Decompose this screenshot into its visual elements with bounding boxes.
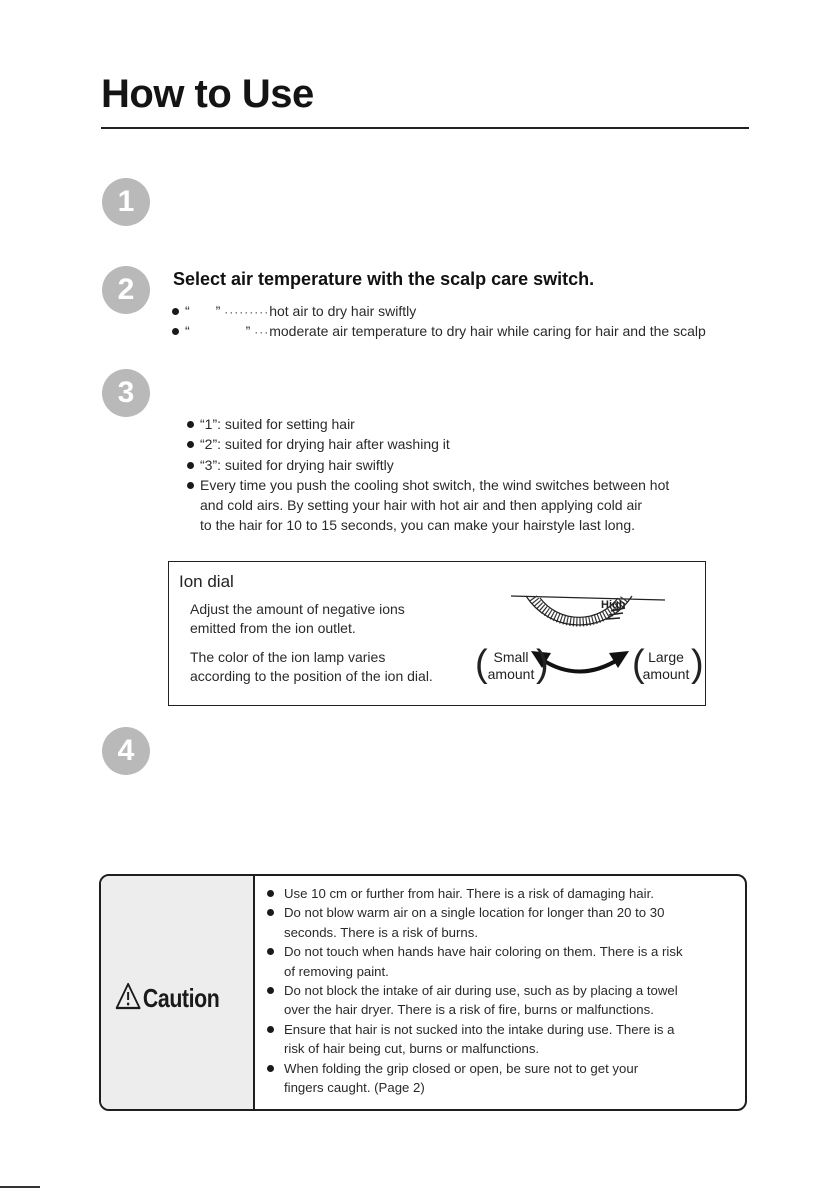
step-3-number: 3: [102, 369, 150, 417]
ion-lamp-description: according to the position of the ion dial.: [190, 668, 433, 684]
caution-item-continuation: fingers caught. (Page 2): [284, 1080, 425, 1096]
step-1-number: 1: [102, 178, 150, 226]
dial-high-label: High: [601, 599, 626, 611]
caution-item: Use 10 cm or further from hair. There is a risk of damaging hair.: [267, 884, 683, 903]
bullet-icon: [267, 890, 274, 897]
caution-item: Do not blow warm air on a single location for longer than 20 to 30: [267, 903, 683, 922]
paren-open: (: [632, 643, 645, 685]
bullet-icon: [267, 948, 274, 955]
step-2-item: “ ” ·········hot air to dry hair swiftly: [172, 301, 416, 322]
bullet-icon: [172, 308, 179, 315]
step-3-continuation: to the hair for 10 to 15 seconds, you can make your hairstyle last long.: [200, 517, 636, 533]
bullet-icon: [187, 421, 194, 428]
caution-label: Caution: [115, 982, 219, 1014]
ion-dial-illustration: [469, 584, 699, 702]
page-edge-mark: [0, 1186, 40, 1188]
caution-item-continuation: seconds. There is a risk of burns.: [284, 924, 478, 940]
paren-close: ): [536, 643, 549, 685]
ion-dial-description: emitted from the ion outlet.: [190, 620, 356, 636]
warning-icon: [115, 982, 141, 1010]
bullet-icon: [267, 909, 274, 916]
large-amount-label: Large amount: [642, 649, 690, 682]
ion-dial-box: [168, 561, 706, 706]
paren-open: (: [475, 643, 488, 685]
caution-box: [99, 874, 747, 1111]
paren-close: ): [691, 643, 704, 685]
bullet-icon: [172, 328, 179, 335]
ion-dial-description: Adjust the amount of negative ions: [190, 601, 405, 617]
step-2-heading: Select air temperature with the scalp care switch.: [173, 269, 595, 289]
step-2-number: 2: [102, 266, 150, 314]
caution-item-continuation: of removing paint.: [284, 963, 389, 979]
ion-dial-title: Ion dial: [179, 572, 234, 591]
bullet-icon: [187, 441, 194, 448]
step-3-continuation: and cold airs. By setting your hair with hot air and then applying cold air: [200, 497, 643, 513]
page-title: How to Use: [101, 72, 314, 116]
step-3-item: “2”: suited for drying hair after washing it: [187, 434, 450, 454]
ion-lamp-description: The color of the ion lamp varies: [190, 649, 386, 665]
caution-item-continuation: risk of hair being cut, burns or malfunctions.: [284, 1041, 540, 1057]
step-2-item: “ ” ···moderate air temperature to dry hair while caring for hair and the scalp: [172, 321, 706, 342]
caution-item: When folding the grip closed or open, be sure not to get your: [267, 1059, 683, 1078]
bullet-icon: [267, 987, 274, 994]
bullet-icon: [187, 482, 194, 489]
caution-item: Do not block the intake of air during use, such as by placing a towel: [267, 981, 683, 1000]
step-3-item: “3”: suited for drying hair swiftly: [187, 455, 394, 475]
caution-label-panel: [101, 876, 255, 1109]
bullet-icon: [187, 462, 194, 469]
caution-item: Ensure that hair is not sucked into the intake during use. There is a: [267, 1020, 683, 1039]
caution-item: Do not touch when hands have hair coloring on them. There is a risk: [267, 942, 683, 961]
small-amount-label: Small amount: [487, 649, 535, 682]
bullet-icon: [267, 1065, 274, 1072]
step-3-item: Every time you push the cooling shot switch, the wind switches between hot: [187, 475, 669, 495]
caution-item-continuation: over the hair dryer. There is a risk of fire, burns or malfunctions.: [284, 1002, 654, 1018]
step-4-number: 4: [102, 727, 150, 775]
title-divider: [101, 127, 749, 129]
bullet-icon: [267, 1026, 274, 1033]
caution-list: [267, 884, 683, 1097]
step-3-item: “1”: suited for setting hair: [187, 414, 355, 434]
